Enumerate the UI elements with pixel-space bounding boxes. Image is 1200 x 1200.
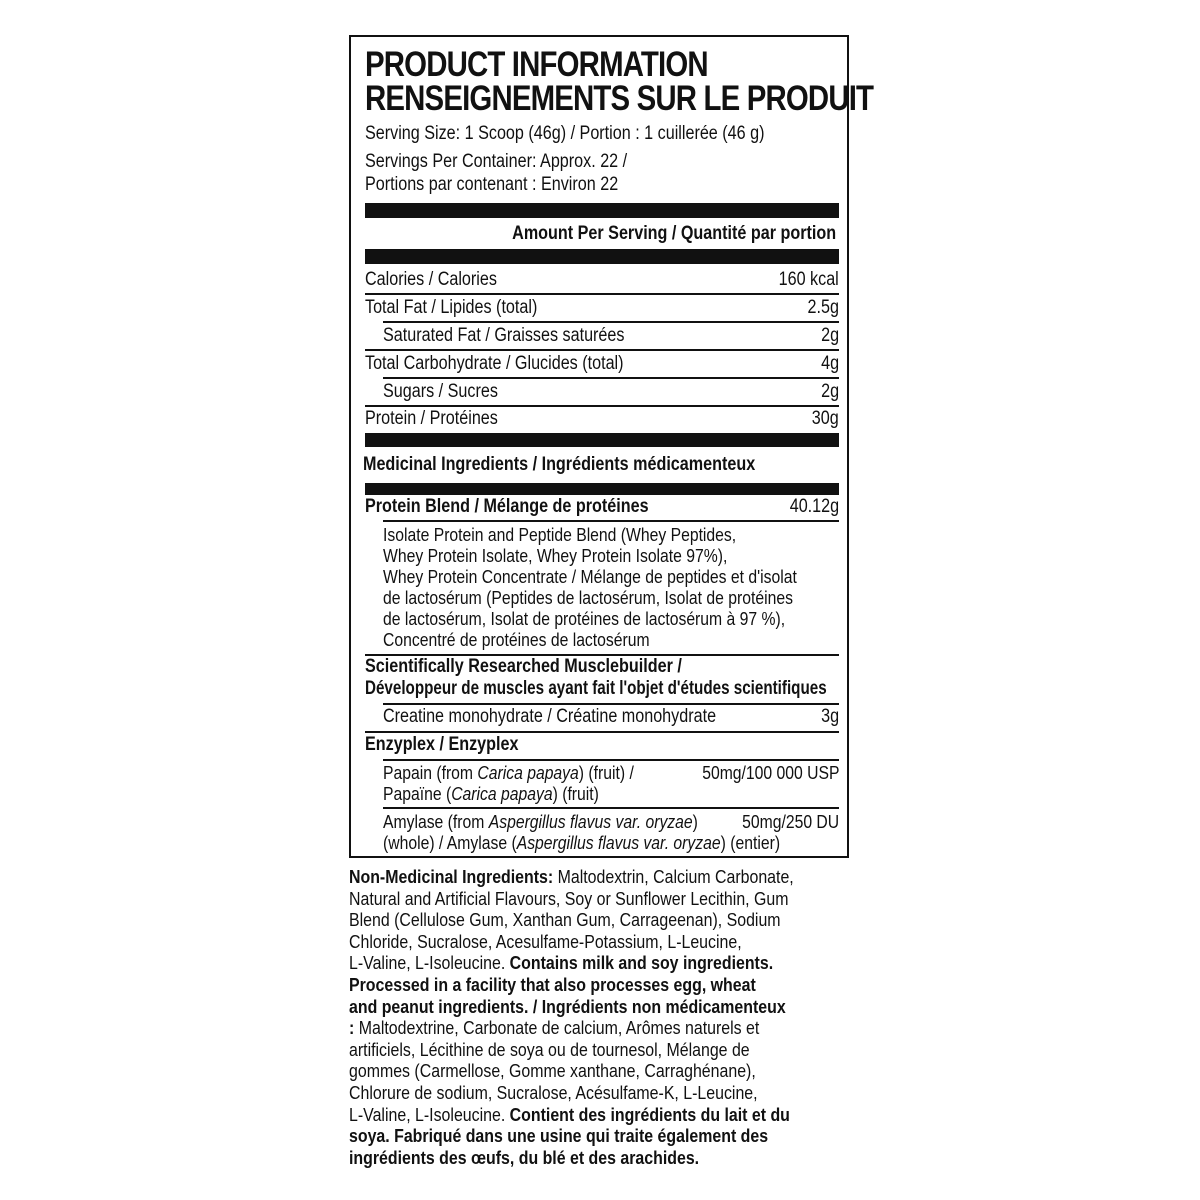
- nutrient-row-total-carbohydrate: Total Carbohydrate / Glucides (total) 4g: [365, 353, 839, 374]
- row-divider: [383, 759, 839, 761]
- medicinal-ingredients-header: Medicinal Ingredients / Ingrédients médicamenteux: [363, 454, 756, 475]
- thick-divider: [365, 249, 839, 264]
- protein-blend-row: Protein Blend / Mélange de protéines 40.12g: [365, 496, 839, 517]
- servings-per-container-fr: Portions par contenant : Environ 22: [365, 174, 619, 195]
- row-divider: [383, 520, 839, 522]
- protein-blend-description: Isolate Protein and Peptide Blend (Whey Peptides, Whey Protein Isolate, Whey Protein Isolate 97%), Whey Protein Concentrate / Mélange de peptides et d'isolat de lactosérum (Peptides de lactosérum, Isolat de protéines de lactosérum, Isolat de protéines de lactosérum à 97 %), Concentré de protéines de lactosérum: [383, 524, 797, 650]
- title-english: PRODUCT INFORMATION: [365, 45, 708, 84]
- nutrient-row-calories: Calories / Calories 160 kcal: [365, 269, 839, 290]
- nutrient-row-total-fat: Total Fat / Lipides (total) 2.5g: [365, 297, 839, 318]
- amount-per-serving-header: Amount Per Serving / Quantité par portion: [512, 223, 836, 244]
- product-information-panel: [349, 35, 874, 858]
- amylase-row: Amylase (from Aspergillus flavus var. oryzae) (whole) / Amylase (Aspergillus flavus var. oryzae) (entier) 50mg/250 DU: [383, 811, 839, 853]
- non-medicinal-ingredients: Non-Medicinal Ingredients: Maltodextrin, Calcium Carbonate, Natural and Artificial Flavours, Soy or Sunflower Lecithin, Gum Blend (Cellulose Gum, Xanthan Gum, Carrageenan), Sodium Chloride, Sucralose, Acesulfame-Potassium, L-Leucine, L-Valine, L-Isoleucine. Contains milk and soy ingredients. Processed in a facility that also processes egg, wheat and peanut ingredients. / Ingrédients non médicamenteux : Maltodextrine, Carbonate de calcium, Arômes naturels et artificiels, Lécithine de soya ou de tournesol, Mélange de gommes (Carmellose, Gomme xanthane, Carraghénane), Chlorure de sodium, Sucralose, Acésulfame-K, L-Leucine, L-Valine, L-Isoleucine. Contient des ingrédients du lait et du soya. Fabriqué dans une usine qui traite également des ingrédients des œufs, du blé et des arachides.: [349, 866, 794, 1168]
- papain-row: Papain (from Carica papaya) (fruit) / Papaïne (Carica papaya) (fruit) 50mg/100 000 USP: [383, 762, 839, 804]
- nutrient-row-saturated-fat: Saturated Fat / Graisses saturées 2g: [383, 325, 839, 346]
- enzyplex-header: Enzyplex / Enzyplex: [365, 734, 519, 755]
- musclebuilder-header-en: Scientifically Researched Musclebuilder /: [365, 656, 682, 677]
- creatine-row: Creatine monohydrate / Créatine monohydrate 3g: [383, 706, 839, 727]
- thick-divider: [365, 433, 839, 447]
- servings-per-container-en: Servings Per Container: Approx. 22 /: [365, 151, 628, 172]
- row-divider: [383, 807, 839, 809]
- musclebuilder-header-fr: Développeur de muscles ayant fait l'objet d'études scientifiques: [365, 678, 827, 699]
- nutrient-row-protein: Protein / Protéines 30g: [365, 408, 839, 429]
- thick-divider: [365, 203, 839, 218]
- nutrient-row-sugars: Sugars / Sucres 2g: [383, 381, 839, 402]
- title-french: RENSEIGNEMENTS SUR LE PRODUIT: [365, 79, 874, 118]
- serving-size: Serving Size: 1 Scoop (46g) / Portion : 1 cuillerée (46 g): [365, 123, 765, 144]
